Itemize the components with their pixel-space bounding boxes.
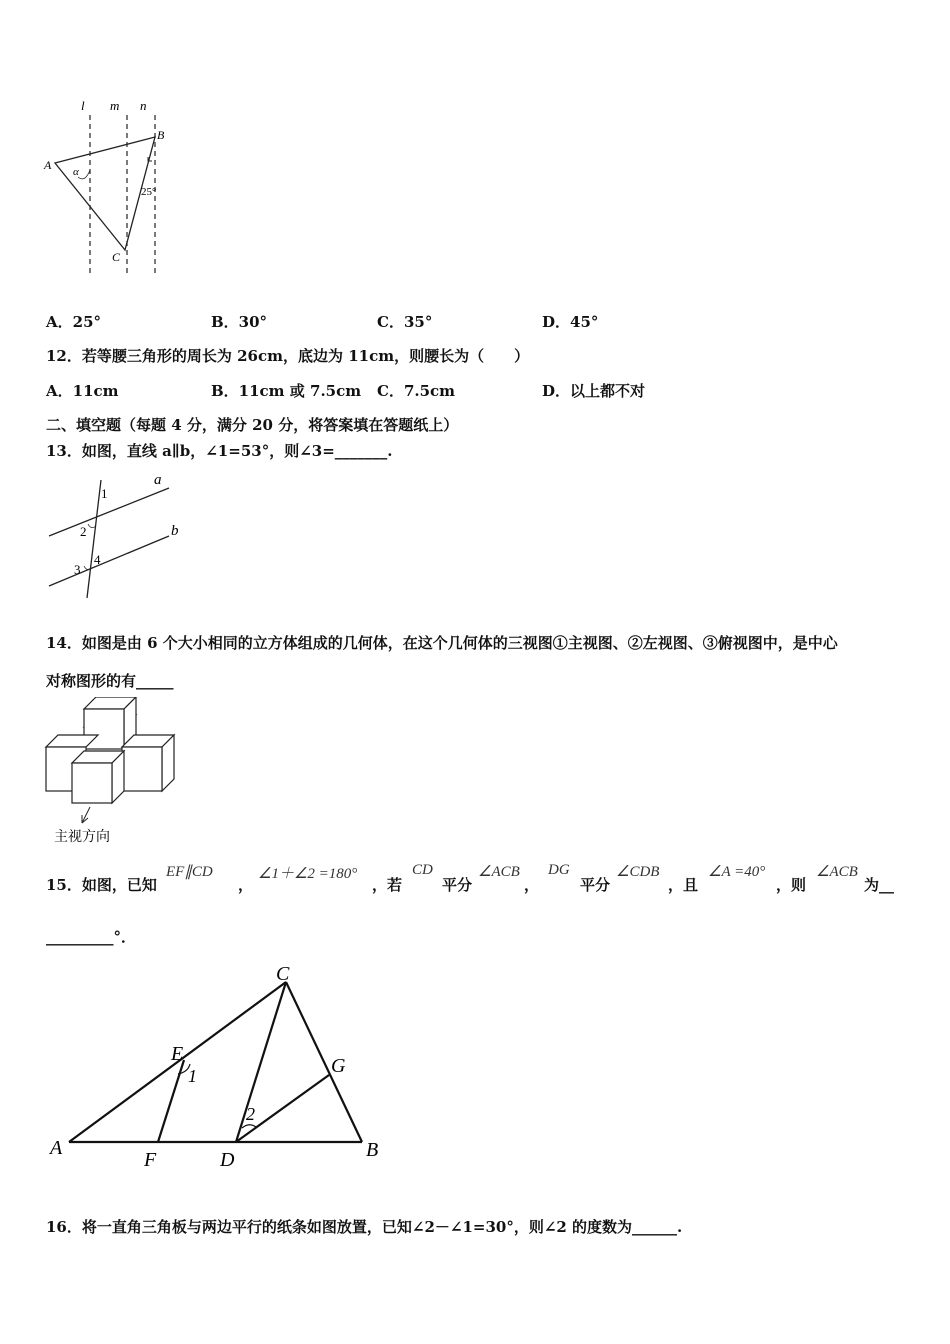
q14-line2: 对称图形的有_____: [46, 672, 174, 690]
figure-q11: [40, 95, 180, 285]
label-G: G: [331, 1055, 346, 1077]
q15-line2: _________°．: [46, 928, 137, 946]
q11-option-b: B．30°: [211, 313, 268, 331]
label-1: 1: [101, 486, 108, 501]
q14-line1: 14．如图是由 6 个大小相同的立方体组成的几何体，在这个几何体的三视图①主视图、②左视图、③俯视图中，是中心: [46, 634, 838, 652]
q15-math-3: CD: [412, 862, 433, 878]
q15-text-5: ，: [524, 876, 540, 894]
q14-caption: 主视方向: [54, 830, 110, 845]
label-a: a: [154, 472, 162, 488]
label-E: E: [171, 1043, 184, 1065]
label-1: 1: [188, 1066, 197, 1086]
label-F: F: [144, 1149, 157, 1171]
q15-math-6: ∠CDB: [616, 864, 660, 880]
q15-math-4: ∠ACB: [478, 864, 520, 880]
label-D: D: [220, 1149, 235, 1171]
q13-stem: 13．如图，直线 a∥b，∠1=53°，则∠3=_______.: [46, 442, 393, 460]
label-b: b: [171, 523, 179, 539]
label-C: C: [112, 250, 121, 264]
q16-stem: 16．将一直角三角板与两边平行的纸条如图放置，已知∠2－∠1=30°，则∠2 的度数为______.: [46, 1218, 683, 1236]
q12-option-d: D．以上都不对: [542, 382, 646, 400]
q15-math-5: DG: [548, 862, 570, 878]
q12-stem: 12．若等腰三角形的周长为 26cm，底边为 11cm，则腰长为（ ）: [46, 347, 530, 365]
label-m: m: [110, 98, 120, 113]
label-C: C: [276, 963, 290, 985]
q11-option-c: C．35°: [377, 313, 433, 331]
label-l: l: [81, 98, 85, 113]
label-4: 4: [94, 552, 101, 567]
q15-text-7: ，且: [668, 876, 699, 894]
q15-text-2: ，: [238, 876, 254, 894]
q15-text-4: 平分: [442, 876, 473, 894]
q15-text-1: 15．如图，已知: [46, 876, 157, 894]
figure-q13: [44, 468, 194, 603]
label-n: n: [140, 98, 147, 113]
q15-math-7: ∠A =40°: [708, 864, 766, 880]
q15-stem: [46, 862, 906, 892]
label-25deg: 25°: [141, 186, 157, 198]
q12-option-b: B．11cm 或 7.5cm: [211, 382, 362, 400]
figure-q14: [44, 697, 184, 845]
q15-math-8: ∠ACB: [816, 864, 858, 880]
figure-q15: [44, 962, 394, 1174]
q15-math-2: ∠1＋∠2 =180°: [258, 866, 358, 882]
label-3: 3: [74, 562, 81, 577]
label-2: 2: [246, 1104, 255, 1124]
section-title: 二、填空题（每题 4 分，满分 20 分，将答案填在答题纸上）: [46, 416, 459, 434]
q11-option-a: A．25°: [46, 313, 102, 331]
label-A: A: [50, 1137, 63, 1159]
label-alpha: α: [73, 166, 79, 178]
q15-text-8: ，则: [776, 876, 807, 894]
label-A: A: [44, 158, 52, 172]
label-B: B: [366, 1139, 379, 1161]
q15-text-3: ，若: [372, 876, 403, 894]
q15-math-1: EF∥CD: [166, 864, 213, 880]
label-2: 2: [80, 524, 87, 539]
label-B: B: [157, 128, 165, 142]
q15-text-6: 平分: [580, 876, 611, 894]
q11-option-d: D．45°: [542, 313, 599, 331]
q12-option-c: C．7.5cm: [377, 382, 456, 400]
q15-text-9: 为__: [864, 876, 895, 894]
q12-option-a: A．11cm: [46, 382, 119, 400]
